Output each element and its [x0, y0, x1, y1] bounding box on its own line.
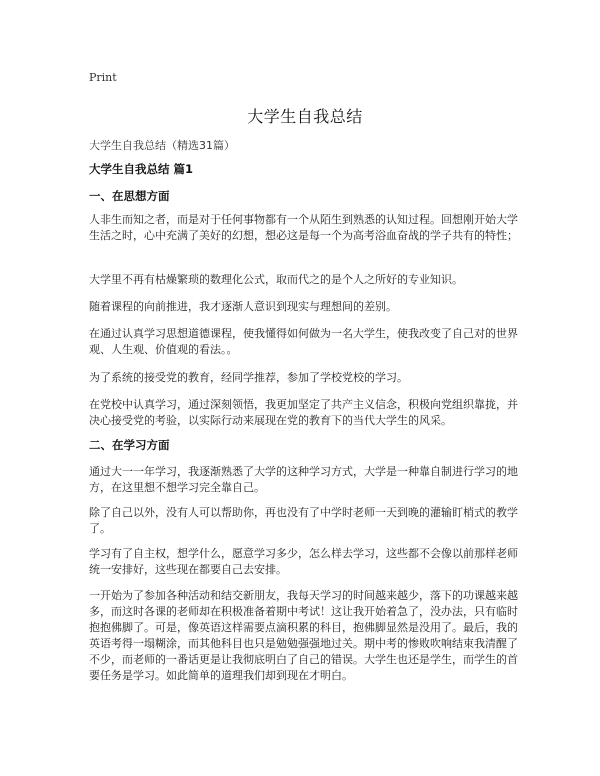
section-heading-study: 二、在学习方面 [89, 438, 170, 452]
document-subtitle: 大学生自我总结（精选31篇） [89, 139, 235, 152]
paragraph: 学习有了自主权，想学什么，愿意学习多少，怎么样去学习，这些都不会像以前那样老师统一安排好，这些现在都要自己去安排。 [89, 547, 518, 576]
paragraph: 人非生而知之者，而是对于任何事物都有一个从陌生到熟悉的认知过程。回想刚开始大学生活之时，心中充满了美好的幻想，想必这是每一个为高考浴血奋战的学子共有的特性； [89, 213, 518, 242]
paragraph: 一开始为了参加各种活动和结交新朋友，我每天学习的时间越来越少，落下的功课越来越多，而这时各课的老师却在积极准备着期中考试！这让我开始着急了，没办法，只有临时抱抱佛脚了。可是，像英语这样需要点滴积累的科目，抱佛脚显然是没用了。最后，我的英语考得一塌糊涂，而其他科目也只是勉勉强强地过关。期中考的惨败吹响结束我清醒了不少，而老师的一番话更是让我彻底明白了自己的错误。大学生也还是学生，而学生的首要任务是学习。如此简单的道理我们却到现在才明白。 [89, 589, 518, 682]
paragraph: 为了系统的接受党的教育，经同学推荐，参加了学校党校的学习。 [89, 371, 408, 384]
paragraph: 大学里不再有枯燥繁琐的数理化公式，取而代之的是个人之所好的专业知识。 [89, 273, 463, 286]
print-label: Print [89, 71, 117, 84]
paragraph: 在党校中认真学习，通过深刻领悟，我更加坚定了共产主义信念，积极向党组织靠拢，并决心接受党的考验，以实际行动来展现在党的教育下的当代大学生的风采。 [89, 398, 518, 427]
paragraph: 通过大一一年学习，我逐渐熟悉了大学的这种学习方式，大学是一种靠自制进行学习的地方，在这里想不想学习完全靠自己。 [89, 465, 518, 494]
paragraph: 随着课程的向前推进，我才逐渐人意识到现实与理想间的差别。 [89, 300, 397, 313]
paragraph: 除了自己以外，没有人可以帮助你，再也没有了中学时老师一天到晚的灌输盯梢式的教学了。 [89, 506, 518, 535]
document-title: 大学生自我总结 [247, 107, 363, 126]
section-heading-thought: 一、在思想方面 [89, 189, 170, 203]
article-heading: 大学生自我总结 篇1 [89, 162, 194, 176]
paragraph: 在通过认真学习思想道德课程，使我懂得如何做为一名大学生，使我改变了自己对的世界观、人生观、价值观的看法。。 [89, 327, 518, 356]
